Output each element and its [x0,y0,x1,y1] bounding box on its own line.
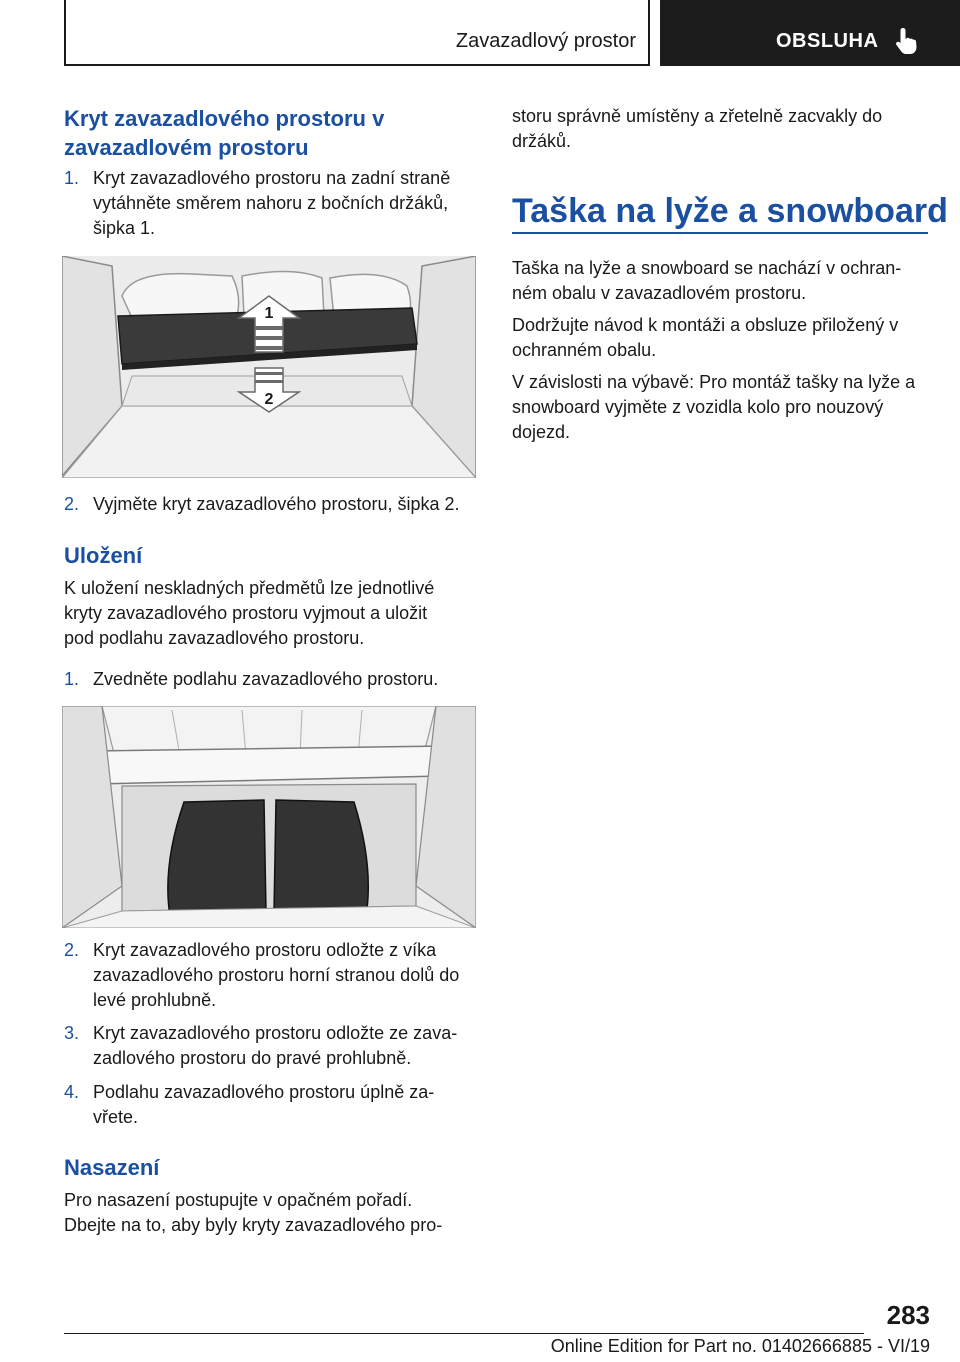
paragraph-line: Dbejte na to, aby byly kryty zavazadlového pro‐ [64,1215,443,1235]
paragraph-line: V závislosti na výbavě: Pro montáž tašky na lyže a [512,372,916,392]
heading-cargo-cover [64,104,384,162]
page-number: 283 [886,1300,930,1330]
step-text-line: šipka 1. [93,218,156,238]
figure-cargo-cover-removal [62,256,476,478]
header-section-label: OBSLUHA [776,30,879,52]
step-item [64,938,484,1013]
paragraph-line: pod podlahu zavazadlového prostoru. [64,628,365,648]
footer-rule [64,1333,864,1334]
heading-installation: Nasazení [64,1155,160,1180]
paragraph-line: kryty zavazadlového prostoru vyjmout a uložit [64,603,428,623]
pointing-hand-icon [894,26,920,56]
step-item [64,667,484,692]
paragraph-ski-bag-equipment [512,370,942,445]
heading-ski-bag: Taška na lyže a snowboard [512,192,948,230]
step-text-line: Vyjměte kryt zavazadlového prostoru, šipka 2. [93,494,460,514]
paragraph-ski-bag-location [512,256,942,306]
step-item [64,166,484,241]
figure-underfloor-storage [62,706,476,928]
header-underline [64,64,650,66]
step-text-line: Zvedněte podlahu zavazadlového prostoru. [93,669,439,689]
paragraph-line: Taška na lyže a snowboard se nachází v ochran‐ [512,258,902,278]
header-left-line [64,0,66,66]
heading-line: zavazadlovém prostoru [64,135,309,160]
step-text-line: vřete. [93,1107,139,1127]
step-item [64,1080,484,1130]
paragraph-line: K uložení neskladných předmětů lze jednotlivé [64,578,435,598]
step-item [64,492,484,517]
paragraph-line: Pro nasazení postupujte v opačném pořadí. [64,1190,413,1210]
paragraph-line: dojezd. [512,422,571,442]
paragraph-storage [64,576,484,651]
step-number: 1. [64,168,80,188]
step-text-line: zadlového prostoru do pravé prohlubně. [93,1048,412,1068]
step-text-line: Podlahu zavazadlového prostoru úplně za‐ [93,1082,435,1102]
paragraph-line: ném obalu v zavazadlovém prostoru. [512,283,807,303]
heading-storage: Uložení [64,543,143,568]
step-text-line: zavazadlového prostoru horní stranou dolů do [93,965,460,985]
paragraph-ski-bag-instructions [512,313,942,363]
paragraph-line: snowboard vyjměte z vozidla kolo pro nouzový [512,397,884,417]
header-chapter-title: Zavazadlový prostor [455,30,636,52]
step-number: 1. [64,669,80,689]
heading-rule [512,232,928,234]
step-text-line: levé prohlubně. [93,990,217,1010]
step-text-line: vytáhněte směrem nahoru z bočních držáků, [93,193,449,213]
step-number: 2. [64,940,80,960]
heading-line: Kryt zavazadlového prostoru v [64,106,385,131]
paragraph-line: storu správně umístěny a zřetelně zacvakly do [512,106,883,126]
step-text-line: Kryt zavazadlového prostoru odložte z víka [93,940,437,960]
arrow-down-label: 2 [264,391,274,408]
paragraph-line: ochranném obalu. [512,340,657,360]
arrow-up-label: 1 [264,305,274,322]
paragraph-installation [64,1188,484,1238]
step-item [64,1021,484,1071]
step-number: 2. [64,494,80,514]
paragraph-continuation [512,104,932,154]
paragraph-line: držáků. [512,131,572,151]
header-separator [648,0,650,66]
step-number: 4. [64,1082,80,1102]
paragraph-line: Dodržujte návod k montáži a obsluze přiložený v [512,315,899,335]
step-number: 3. [64,1023,80,1043]
footer-edition: Online Edition for Part no. 01402666885 - VI/19 [550,1336,930,1356]
step-text-line: Kryt zavazadlového prostoru odložte ze zava‐ [93,1023,458,1043]
step-text-line: Kryt zavazadlového prostoru na zadní straně [93,168,451,188]
